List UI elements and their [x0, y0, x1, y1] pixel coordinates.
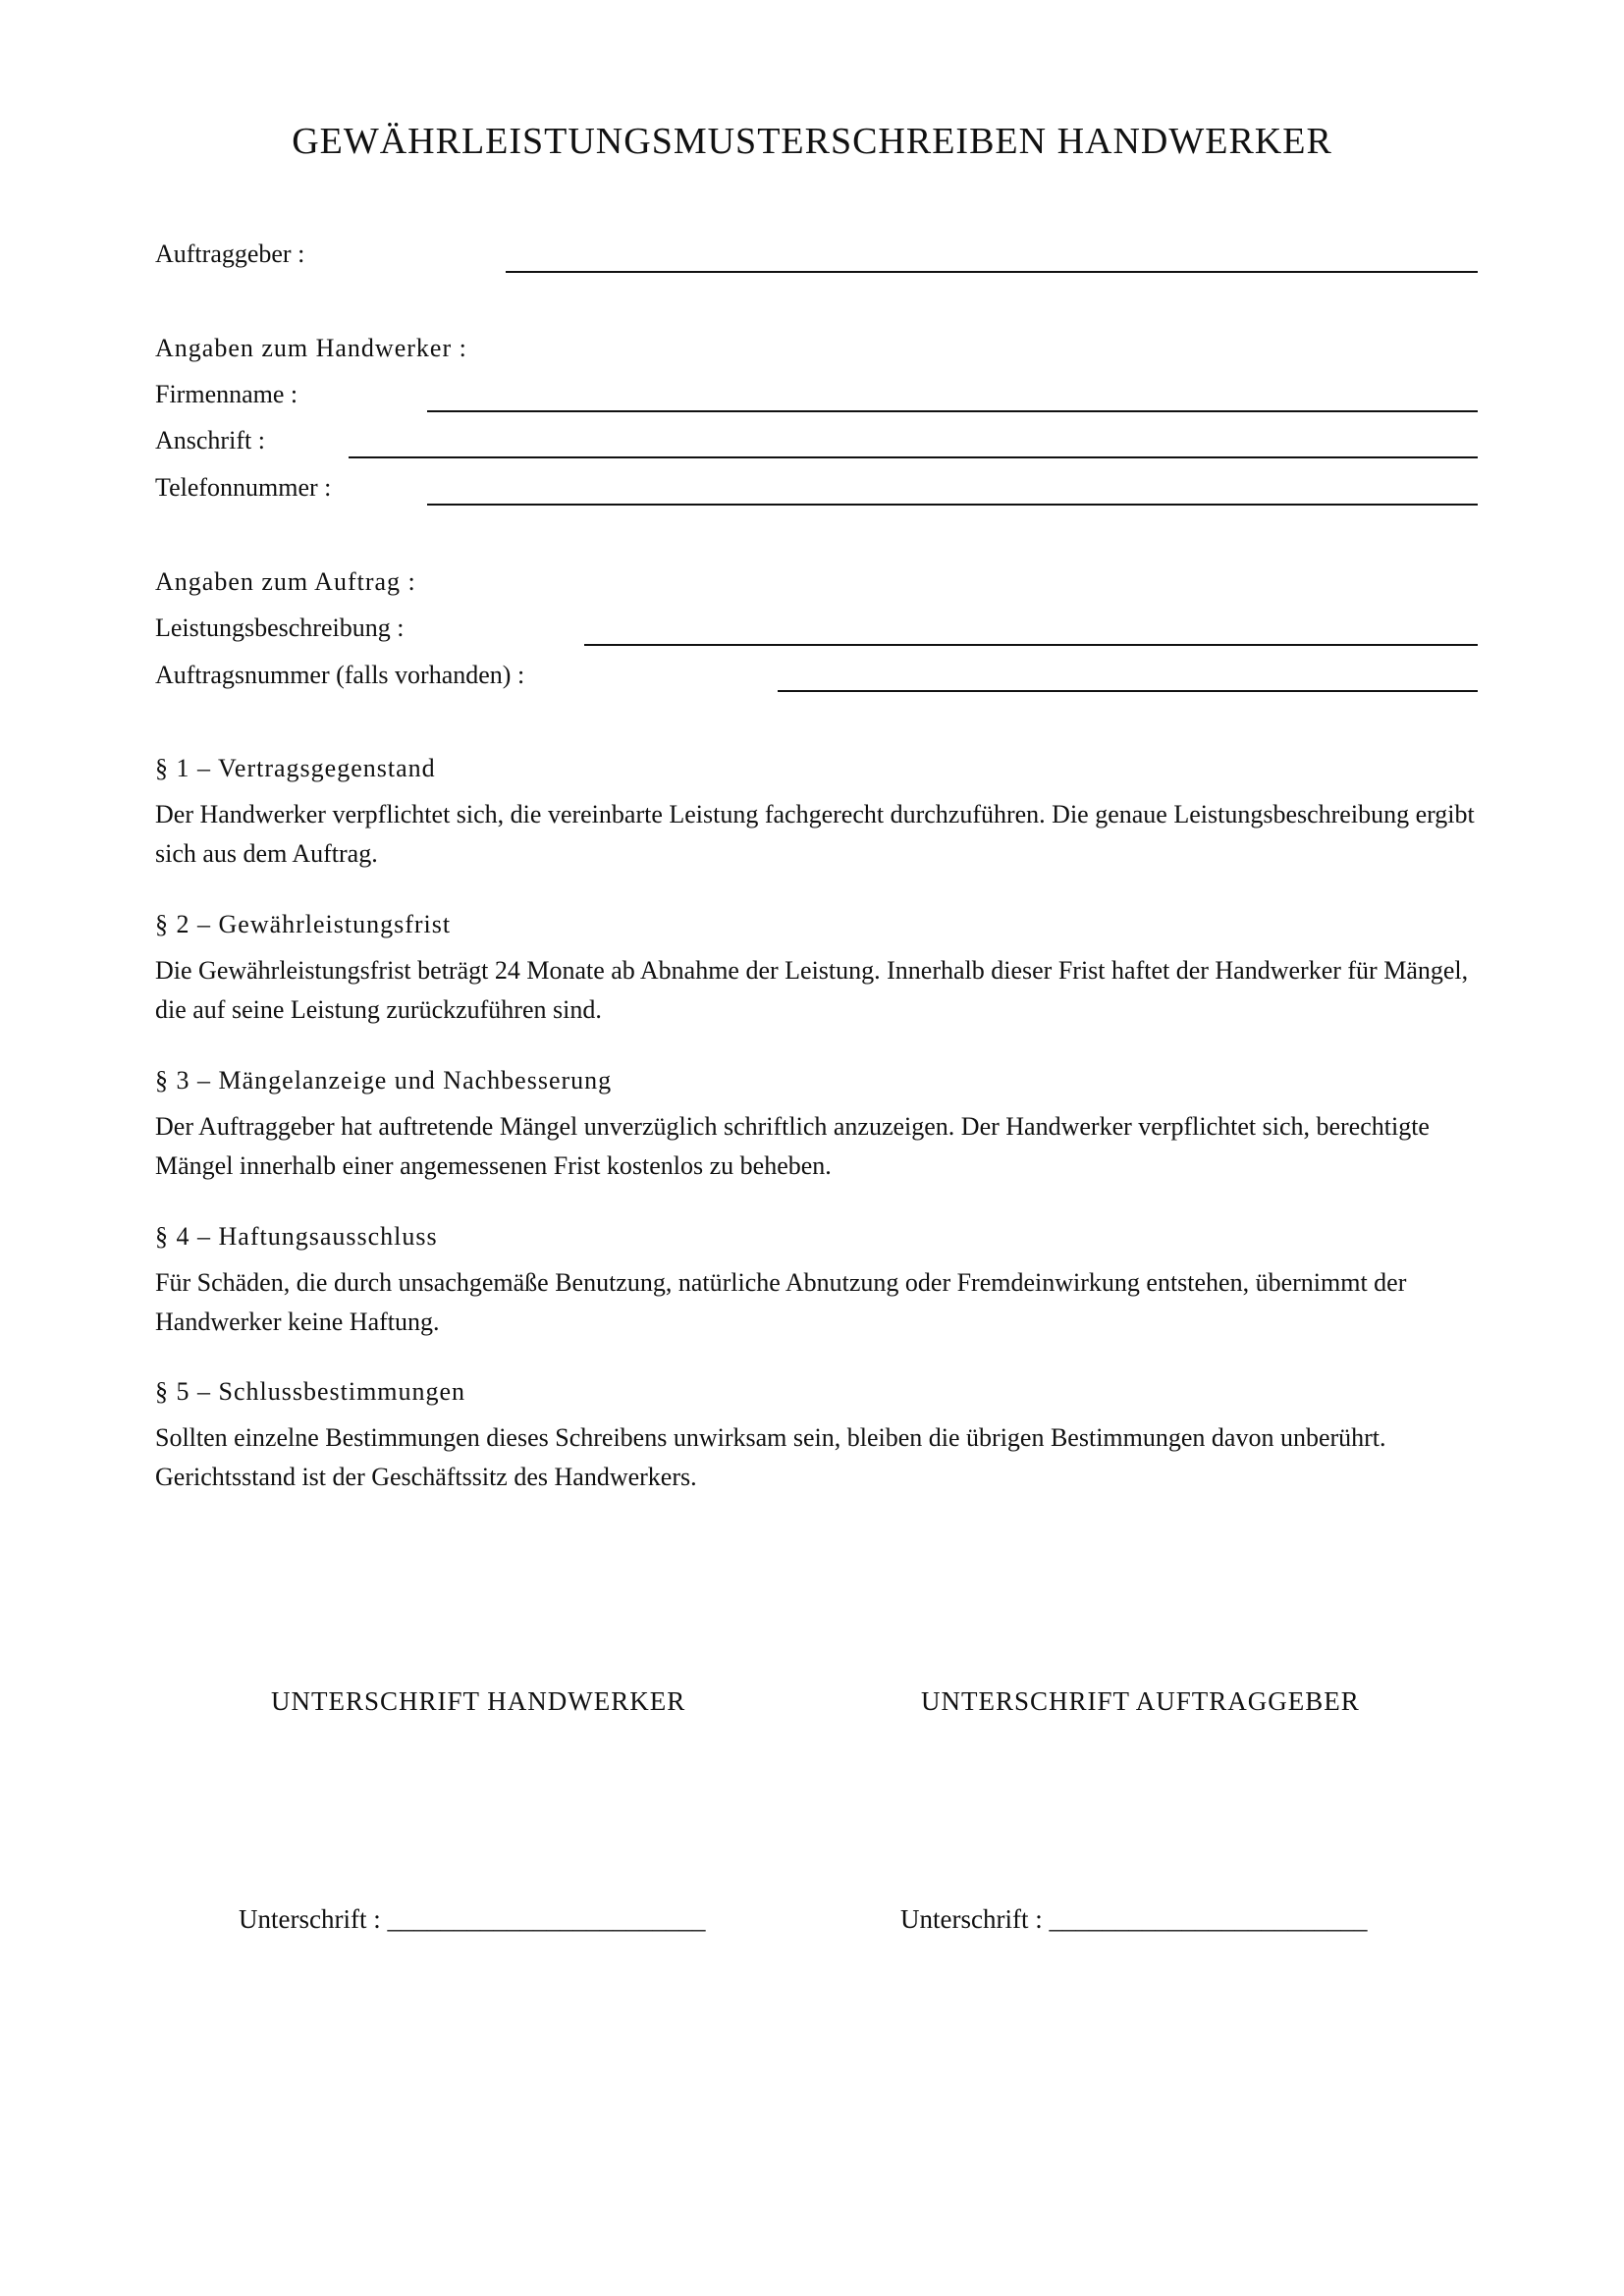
section-text: Sollten einzelne Bestimmungen dieses Schreibens unwirksam sein, bleiben die übrigen Bestimmungen davon unberührt. Gerichtsstand ist der Geschäftssitz des Handwerkers.	[155, 1423, 1386, 1491]
address-label: Anschrift :	[155, 426, 265, 454]
order-number-label: Auftragsnummer (falls vorhanden) :	[155, 661, 525, 689]
section-text: Der Handwerker verpflichtet sich, die vereinbarte Leistung fachgerecht durchzuführen. Die genaue Leistungsbeschreibung ergibt sich aus dem Auftrag.	[155, 800, 1475, 868]
client-signature-heading: UNTERSCHRIFT AUFTRAGGEBER	[921, 1686, 1360, 1716]
document-title: GEWÄHRLEISTUNGSMUSTERSCHREIBEN HANDWERKER	[292, 121, 1332, 162]
phone-label: Telefonnummer :	[155, 473, 332, 502]
craftsman-signature-heading: UNTERSCHRIFT HANDWERKER	[271, 1686, 686, 1716]
section-text: Für Schäden, die durch unsachgemäße Benutzung, natürliche Abnutzung oder Fremdeinwirkung entstehen, übernimmt der Handwerker keine Haftung.	[155, 1268, 1407, 1336]
craftsman-signature-line[interactable]: Unterschrift : ________________________	[239, 1904, 706, 1934]
section-heading: § 2 – Gewährleistungsfrist	[155, 910, 452, 938]
section-text: Der Auftraggeber hat auftretende Mängel unverzüglich schriftlich anzuzeigen. Der Handwerker verpflichtet sich, berechtigte Mängel innerhalb einer angemessenen Frist kostenlos zu beheben.	[155, 1112, 1430, 1180]
client-field[interactable]	[506, 271, 1478, 273]
section-text: Die Gewährleistungsfrist beträgt 24 Monate ab Abnahme der Leistung. Innerhalb dieser Frist haftet der Handwerker für Mängel, die auf seine Leistung zurückzuführen sind.	[155, 956, 1469, 1024]
section-heading: § 4 – Haftungsausschluss	[155, 1222, 438, 1251]
phone-field[interactable]	[427, 504, 1478, 506]
order-number-field[interactable]	[778, 690, 1478, 692]
craftsman-heading: Angaben zum Handwerker :	[155, 334, 467, 362]
company-name-label: Firmenname :	[155, 380, 298, 408]
order-heading: Angaben zum Auftrag :	[155, 567, 416, 596]
section-heading: § 5 – Schlussbestimmungen	[155, 1377, 466, 1406]
service-description-field[interactable]	[584, 644, 1478, 646]
client-signature-line[interactable]: Unterschrift : ________________________	[900, 1904, 1368, 1934]
client-label: Auftraggeber :	[155, 240, 305, 268]
section-heading: § 3 – Mängelanzeige und Nachbesserung	[155, 1066, 613, 1095]
section-heading: § 1 – Vertragsgegenstand	[155, 754, 436, 782]
address-field[interactable]	[349, 456, 1478, 458]
service-description-label: Leistungsbeschreibung :	[155, 614, 405, 642]
company-name-field[interactable]	[427, 410, 1478, 412]
